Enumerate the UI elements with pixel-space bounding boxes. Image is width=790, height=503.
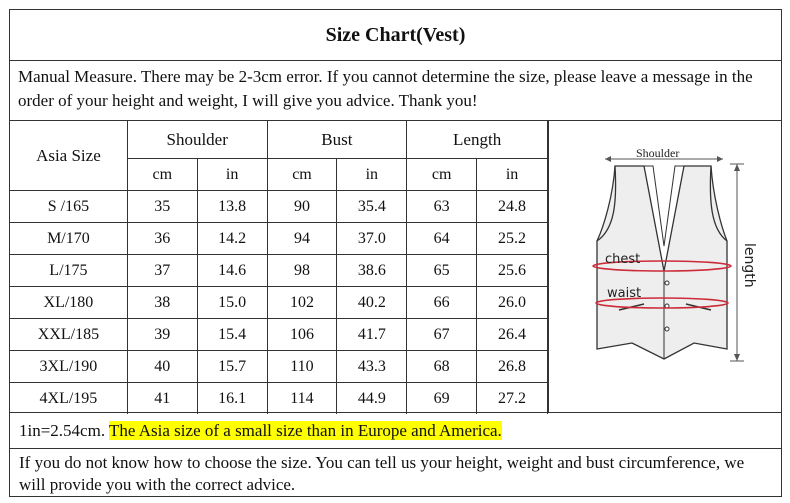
measure-cell: 66 <box>407 287 477 319</box>
measure-cell: 41.7 <box>337 319 407 351</box>
measure-cell: 25.6 <box>477 255 548 287</box>
size-cell: 4XL/195 <box>10 383 127 415</box>
shoulder-label: Shoulder <box>636 146 680 160</box>
unit-header: in <box>197 159 267 191</box>
table-row <box>10 223 548 255</box>
measure-cell: 65 <box>407 255 477 287</box>
table-row <box>10 319 548 351</box>
measure-cell: 63 <box>407 191 477 223</box>
size-cell: M/170 <box>10 223 127 255</box>
measure-cell: 14.6 <box>197 255 267 287</box>
measure-cell: 40 <box>127 351 197 383</box>
measure-cell: 114 <box>267 383 337 415</box>
measure-cell: 69 <box>407 383 477 415</box>
unit-header: cm <box>407 159 477 191</box>
conversion-text: 1in=2.54cm. <box>19 421 110 440</box>
button-icon <box>665 281 669 285</box>
table-row <box>10 383 548 415</box>
measure-cell: 106 <box>267 319 337 351</box>
unit-header: in <box>337 159 407 191</box>
measure-cell: 41 <box>127 383 197 415</box>
bust-header: Bust <box>267 121 407 159</box>
vest-illustration <box>549 121 782 412</box>
measure-cell: 16.1 <box>197 383 267 415</box>
size-cell: S /165 <box>10 191 127 223</box>
table-row <box>10 255 548 287</box>
measure-cell: 67 <box>407 319 477 351</box>
measure-cell: 26.0 <box>477 287 548 319</box>
measure-cell: 40.2 <box>337 287 407 319</box>
arrow-down-icon <box>734 354 740 361</box>
size-chart-sheet <box>9 9 782 497</box>
waist-label: waist <box>607 286 642 301</box>
arrow-right-icon <box>717 156 723 162</box>
unit-header: cm <box>127 159 197 191</box>
measure-cell: 24.8 <box>477 191 548 223</box>
button-icon <box>665 327 669 331</box>
measure-cell: 94 <box>267 223 337 255</box>
asia-size-header: Asia Size <box>10 121 127 191</box>
conversion-note <box>10 412 781 449</box>
measure-note: Manual Measure. There may be 2-3cm error. If you cannot determine the size, please leave a message in the order of your height and weight, I will give you advice. Thank you! <box>10 60 781 121</box>
measure-cell: 35 <box>127 191 197 223</box>
measure-cell: 25.2 <box>477 223 548 255</box>
vest-diagram <box>548 121 782 412</box>
page-title: Size Chart(Vest) <box>10 10 781 61</box>
chest-label: chest <box>605 252 641 267</box>
table-row <box>10 351 548 383</box>
measure-cell: 26.4 <box>477 319 548 351</box>
measure-cell: 98 <box>267 255 337 287</box>
measure-cell: 68 <box>407 351 477 383</box>
arrow-up-icon <box>734 164 740 171</box>
measure-cell: 26.8 <box>477 351 548 383</box>
size-cell: XL/180 <box>10 287 127 319</box>
measure-cell: 37 <box>127 255 197 287</box>
size-cell: L/175 <box>10 255 127 287</box>
unit-header: cm <box>267 159 337 191</box>
unit-header: in <box>477 159 548 191</box>
measure-cell: 15.7 <box>197 351 267 383</box>
measure-cell: 15.4 <box>197 319 267 351</box>
measure-cell: 14.2 <box>197 223 267 255</box>
measure-cell: 110 <box>267 351 337 383</box>
table-row <box>10 287 548 319</box>
asia-size-highlight: The Asia size of a small size than in Europe and America. <box>109 421 502 440</box>
measure-cell: 15.0 <box>197 287 267 319</box>
measure-cell: 38.6 <box>337 255 407 287</box>
measure-cell: 38 <box>127 287 197 319</box>
measure-cell: 35.4 <box>337 191 407 223</box>
advice-note: If you do not know how to choose the size. You can tell us your height, weight and bust circumference, we will provide you with the correct advice. <box>19 453 745 494</box>
measure-cell: 44.9 <box>337 383 407 415</box>
measure-cell: 37.0 <box>337 223 407 255</box>
size-cell: XXL/185 <box>10 319 127 351</box>
header-row-groups <box>10 121 548 159</box>
length-label: length <box>741 243 757 288</box>
measure-cell: 36 <box>127 223 197 255</box>
measure-cell: 90 <box>267 191 337 223</box>
size-cell: 3XL/190 <box>10 351 127 383</box>
measure-cell: 27.2 <box>477 383 548 415</box>
measure-cell: 39 <box>127 319 197 351</box>
measure-cell: 13.8 <box>197 191 267 223</box>
arrow-left-icon <box>605 156 611 162</box>
shoulder-header: Shoulder <box>127 121 267 159</box>
size-table <box>10 121 548 414</box>
length-header: Length <box>407 121 548 159</box>
measure-cell: 43.3 <box>337 351 407 383</box>
measure-cell: 64 <box>407 223 477 255</box>
table-row <box>10 191 548 223</box>
measure-cell: 102 <box>267 287 337 319</box>
